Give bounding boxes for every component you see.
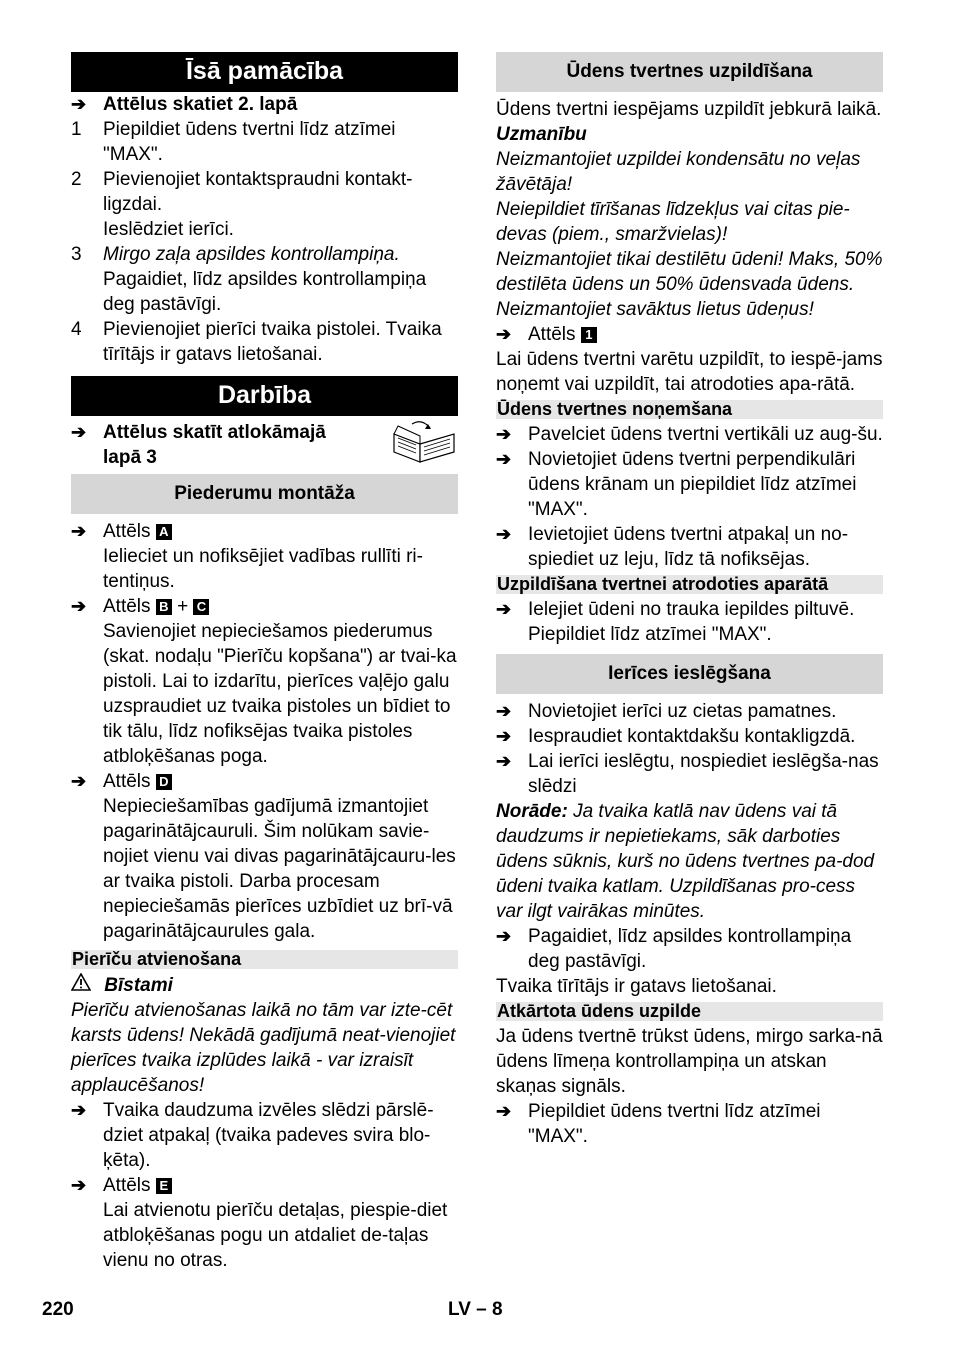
figure-label: E — [156, 1178, 172, 1194]
figure-label: B — [156, 599, 172, 615]
arrow-icon: ➔ — [496, 599, 512, 619]
list-item: Ielieciet un nofiksējiet vadības rullīti ri-tentiņus. — [103, 546, 423, 592]
list-item: ➔ Ievietojiet ūdens tvertni atpakaļ un no-spiediet uz leju, līdz tā nofiksējas. — [496, 524, 849, 570]
list-item: ➔ Iespraudiet kontaktdakšu kontakligzdā. — [496, 726, 856, 747]
list-item: 3 Mirgo zaļa apsildes kontrollampiņa. Pagaidiet, līdz apsildes kontrollampiņa deg pastāvīgi. — [71, 244, 427, 315]
page-number: 220 — [42, 1299, 74, 1320]
list-item: ➔ Pagaidiet, līdz apsildes kontrollampiņa deg pastāvīgi. — [496, 926, 852, 972]
arrow-icon: ➔ — [496, 324, 512, 344]
list-item: 1 Piepildiet ūdens tvertni līdz atzīmei "MAX". — [71, 119, 396, 165]
list-item: 2 Pievienojiet kontaktspraudni kontakt-ligzdai. Ieslēdziet ierīci. — [71, 169, 413, 240]
arrow-icon: ➔ — [496, 726, 512, 746]
heading-fill-in-device: Uzpildīšana tvertnei atrodoties aparātā — [496, 575, 883, 594]
list-item: ➔ Attēlus skatiet 2. lapā — [71, 94, 298, 115]
heading-tank-filling: Ūdens tvertnes uzpildīšana — [496, 52, 883, 92]
heading-operation: Darbība — [71, 376, 458, 416]
heading-switch-on: Ierīces ieslēgšana — [496, 654, 883, 694]
list-item: ➔ Tvaika daudzuma izvēles slēdzi pārslē-dziet atpakaļ (tvaika padeves svira blo-ķēta). — [71, 1100, 434, 1171]
list-item: ➔ Attēls 1 — [496, 322, 883, 347]
warning-triangle-icon — [71, 973, 91, 991]
arrow-icon: ➔ — [71, 1175, 87, 1195]
arrow-icon: ➔ — [71, 422, 87, 442]
heading-tank-removal: Ūdens tvertnes noņemšana — [496, 400, 883, 419]
figure-label: A — [156, 524, 172, 540]
list-item: ➔ Attēls A — [71, 519, 458, 544]
list-item: Savienojiet nepieciešamos piederumus (skat. nodaļu "Pierīču kopšana") ar tvai-ka pistoli. Lai to izdarītu, pierīces vaļējo galu uzspraudiet uz tvaika pistoles un bīdiet to tik tālu, līdz nofiksējas tvaika pistoles atbloķēšanas poga. — [103, 621, 457, 767]
list-item: ➔ Novietojiet ierīci uz cietas pamatnes. — [496, 701, 837, 722]
note-paragraph: Norāde: Ja tvaika katlā nav ūdens vai tā daudzums ir nepietiekams, sāk darboties ūdens sūknis, kurš no ūdens tvertnes pa-dod ūdeni tvaika katlam. Uzpildīšanas pro-cess var ilgt vairākas minūtes. — [496, 801, 875, 922]
page-language-label: LV – 8 — [448, 1299, 503, 1320]
heading-accessory-mounting: Piederumu montāža — [71, 474, 458, 514]
list-item: ➔ Attēls E — [71, 1173, 458, 1198]
arrow-icon: ➔ — [496, 751, 512, 771]
list-item: ➔ Pavelciet ūdens tvertni vertikāli uz aug-šu. — [496, 424, 883, 445]
figure-label: D — [156, 774, 172, 790]
arrow-icon: ➔ — [496, 524, 512, 544]
list-item: ➔ Attēls B + C — [71, 594, 458, 619]
arrow-icon: ➔ — [496, 449, 512, 469]
arrow-icon: ➔ — [71, 94, 87, 114]
arrow-icon: ➔ — [71, 521, 87, 541]
arrow-icon: ➔ — [496, 424, 512, 444]
list-item: ➔ Attēls D — [71, 769, 458, 794]
left-column — [71, 52, 458, 1273]
list-item: ➔ Ielejiet ūdeni no trauka iepildes piltuvē. Piepildiet līdz atzīmei "MAX". — [496, 599, 855, 645]
list-item: ➔ Piepildiet ūdens tvertni līdz atzīmei "MAX". — [496, 1101, 821, 1147]
heading-refill: Atkārtota ūdens uzpilde — [496, 1002, 883, 1021]
foldout-book-icon — [390, 420, 458, 464]
danger-label: Bīstami — [71, 973, 458, 998]
heading-quick-guide: Īsā pamācība — [71, 52, 458, 92]
caution-label: Uzmanību — [496, 124, 587, 145]
arrow-icon: ➔ — [71, 1100, 87, 1120]
figure-label: C — [193, 599, 209, 615]
list-item: Lai atvienotu pierīču detaļas, piespie-diet atbloķēšanas pogu un atdaliet de-taļas vienu no otras. — [103, 1200, 448, 1271]
arrow-icon: ➔ — [496, 926, 512, 946]
figure-label: 1 — [581, 327, 597, 343]
arrow-icon: ➔ — [496, 701, 512, 721]
list-item: ➔ Lai ierīci ieslēgtu, nospiediet ieslēgša-nas slēdzi — [496, 751, 879, 797]
arrow-icon: ➔ — [71, 596, 87, 616]
right-column: Ūdens tvertnes uzpildīšana Ūdens tvertni iespējams uzpildīt jebkurā laikā. Uzmanību Neizmantojiet uzpildei kondensātu no veļas žāvētāja! Neiepildiet tīrīšanas līdzekļus vai citas pie-devas (piem., smaržvielas)! Neizmantojiet tikai destilētu ūdeni! Maks, 50% destilēta ūdens un 50% ūdensvada ūdens. Neizmantojiet savāktus lietus ūdeņus! ➔ Attēls 1 Lai ūdens tvertni varētu uzpildīt, to iespē-jams noņemt vai uzpildīt, tai atrodoties apa-rātā. Ūdens tvertnes noņemšana ➔ Pavelciet ūdens tvertni vertikāli uz aug-šu. ➔ Novietojiet ūdens tvertni perpendikulāri ūdens krānam un piepildiet līdz atzīmei "MAX". ➔ Ievietojiet ūdens tvertni atpakaļ un no-spiediet uz leju, līdz tā nofiksējas. Uzpildīšana tvertnei atrodoties aparātā ➔ Ielejiet ūdeni no trauka iepildes piltuvē. Piepildiet līdz atzīmei "MAX". Ierīces ieslēgšana ➔ Novietojiet ierīci uz cietas pamatnes. ➔ Iespraudiet kontaktdakšu kontakligzdā. ➔ Lai ierīci ieslēgtu, nospiediet ieslēgša-nas slēdzi Norāde: Ja tvaika katlā nav ūdens vai tā daudzums ir nepietiekams, sāk darboties ūdens sūknis, kurš no ūdens tvertnes pa-dod ūdeni tvaika katlam. Uzpildīšanas pro-cess var ilgt vairākas minūtes. ➔ Pagaidiet, līdz apsildes kontrollampiņa deg pastāvīgi. Tvaika tīrītājs ir gatavs lietošanai. Atkārtota ūdens uzpilde Ja ūdens tvertnē trūkst ūdens, mirgo sarka-nā ūdens līmeņa kontrollampiņa un atskan skaņas signāls. ➔ Piepildiet ūdens tvertni līdz atzīmei "MAX". — [496, 52, 883, 1149]
foldout-note: ➔ Attēlus skatīt atlokāmajā lapā 3 — [71, 420, 458, 470]
list-item: ➔ Novietojiet ūdens tvertni perpendikulāri ūdens krānam un piepildiet līdz atzīmei "MAX". — [496, 449, 857, 520]
list-item: Nepieciešamības gadījumā izmantojiet pagarinātājcauruli. Šim nolūkam savie-nojiet vienu vai divas pagarinātājcauru-les ar tvaika pistoli. Darba procesam nepieciešamās pierīces uzbīdiet uz brī-vā pagarinātājcaurules gala. — [103, 796, 456, 942]
danger-text: Pierīču atvienošanas laikā no tām var izte-cēt karsts ūdens! Nekādā gadījumā neat-vienojiet pierīces tvaika izplūdes laikā - var izraisīt applaucēšanos! — [71, 1000, 456, 1096]
arrow-icon: ➔ — [496, 1101, 512, 1121]
arrow-icon: ➔ — [71, 771, 87, 791]
heading-accessory-detach: Pierīču atvienošana — [71, 950, 458, 969]
list-item: 4 Pievienojiet pierīci tvaika pistolei. Tvaika tīrītājs ir gatavs lietošanai. — [71, 319, 442, 365]
